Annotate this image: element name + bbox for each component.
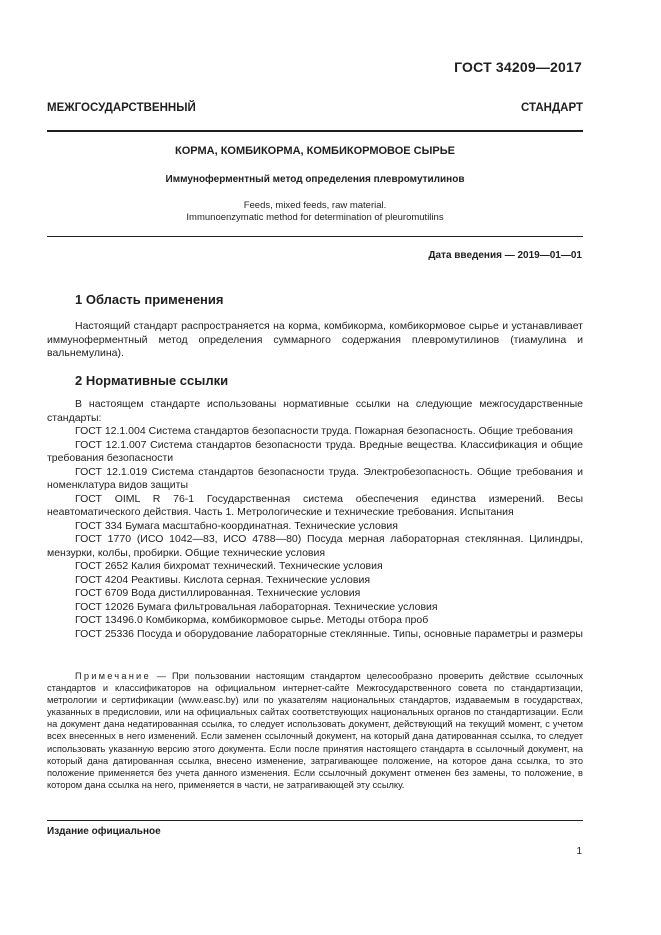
note-text: — При пользовании настоящим стандартом целесообразно проверить действие ссылочных стандартов и классификаторов на официальном интернет-сайте Межгосударственного совета по стандартизации, метрологии и сертификации (www.easc.by) или по указателям национальных стандартов, издаваемым в государствах, указанных в предисловии, или на официальных сайтах соответствующих национальных органов по стандартизации. Если на документ дана недатированная ссылка, то следует использовать документ, действующий на текущий момент, с учетом всех внесенных в него изменений. Если заменен ссылочный документ, на который дана датированная ссылка, то следует использовать указанную версию этого документа. Если после принятия настоящего стандарта в ссылочный документ, на который дана датированная ссылка, внесено изменение, затрагивающее положение, на которое дана ссылка, то это положение применяется без учета данного изменения. Если ссылочный документ отменен без замены, то положение, в котором дана ссылка на него, применяется в части, не затрагивающей эту ссылку. (47, 671, 583, 790)
section-2-intro (47, 398, 583, 425)
english-title-line1: Feeds, mixed feeds, raw material. (243, 200, 387, 211)
reference-item: ГОСТ 12026 Бумага фильтровальная лабораторная. Технические условия (75, 600, 438, 613)
reference-item: ГОСТ 1770 (ИСО 1042—83, ИСО 4788—80) Посуда мерная лабораторная стеклянная. Цилиндры, мензурки, колбы, пробирки. Общие технические условия (47, 533, 583, 559)
reference-item: ГОСТ 12.1.004 Система стандартов безопасности труда. Пожарная безопасность. Общие требования (75, 425, 573, 437)
gost-number: ГОСТ 34209—2017 (454, 59, 582, 75)
footer-rule (47, 820, 583, 821)
reference-item: ГОСТ 12.1.019 Система стандартов безопасности труда. Электробезопасность. Общие требования и номенклатура видов защиты (47, 465, 583, 491)
english-title-line2: Immunoenzymatic method for determination of pleuromutilins (186, 212, 444, 223)
section-1-paragraph: Настоящий стандарт распространяется на корма, комбикорма, комбикормовое сырье и устанавливает иммуноферментный метод определения суммарного содержания плевромутилинов (тиамулина и вальнемулина). (47, 320, 583, 359)
reference-item: ГОСТ 2652 Калия бихромат технический. Технические условия (75, 560, 383, 572)
reference-item: ГОСТ 12.1.007 Система стандартов безопасности труда. Вредные вещества. Классификация и общие требования безопасности (47, 438, 583, 464)
note-label: Примечание (75, 671, 151, 681)
document-subtitle: Иммуноферментный метод определения плевромутилинов (165, 174, 465, 185)
reference-item: ГОСТ OIML R 76-1 Государственная система обеспечения единства измерений. Весы неавтоматического действия. Часть 1. Метрологические и технические требования. Испытания (47, 492, 583, 518)
section-2-heading: 2 Нормативные ссылки (75, 373, 229, 388)
document-title: КОРМА, КОМБИКОРМА, КОМБИКОРМОВОЕ СЫРЬЕ (175, 145, 455, 157)
reference-item: ГОСТ 13496.0 Комбикорма, комбикормовое сырье. Методы отбора проб (75, 614, 429, 626)
title-rule (47, 236, 583, 237)
interstate-standard-label: МЕЖГОСУДАРСТВЕННЫЙ СТАНДАРТ (47, 102, 583, 114)
reference-item: ГОСТ 25336 Посуда и оборудование лабораторные стеклянные. Типы, основные параметры и размеры (75, 627, 583, 640)
note-block (47, 670, 583, 791)
introduction-date: Дата введения — 2019—01—01 (428, 250, 582, 261)
reference-item: ГОСТ 6709 Вода дистиллированная. Технические условия (75, 587, 361, 599)
page-number: 1 (576, 846, 582, 857)
reference-item: ГОСТ 334 Бумага масштабно-координатная. Технические условия (75, 519, 398, 532)
section-1-text (47, 320, 583, 361)
section-1-heading: 1 Область применения (75, 292, 224, 307)
normative-references-list (47, 425, 583, 641)
official-edition-label: Издание официальное (47, 826, 161, 837)
reference-item: ГОСТ 4204 Реактивы. Кислота серная. Технические условия (75, 573, 371, 586)
header-rule (47, 130, 583, 132)
section-2-intro-text: В настоящем стандарте использованы нормативные ссылки на следующие межгосударственные стандарты: (47, 398, 583, 424)
